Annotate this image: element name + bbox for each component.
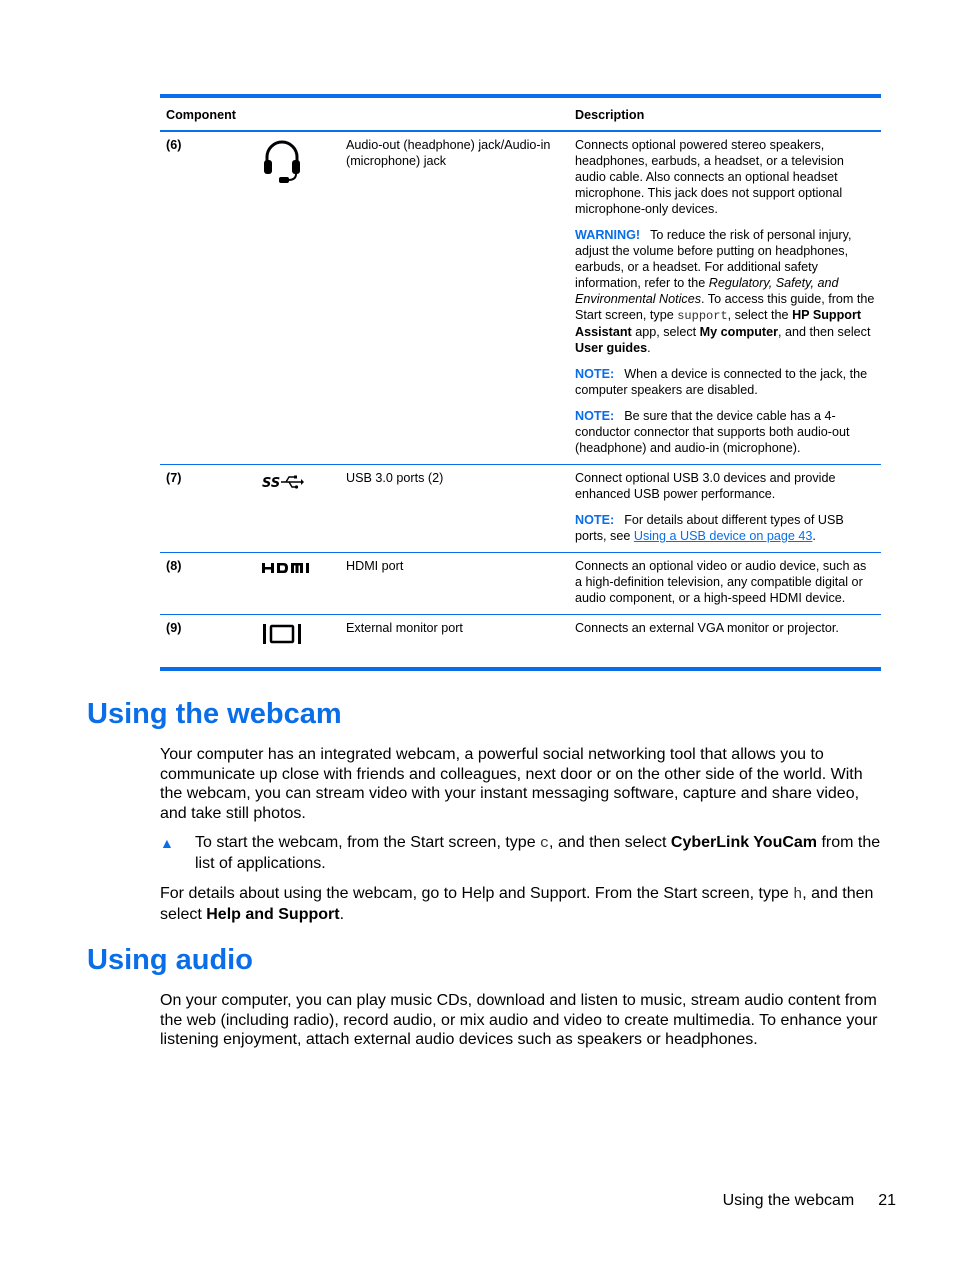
table-row xyxy=(160,615,881,670)
note-label: NOTE: xyxy=(575,513,615,527)
description-text: Connect optional USB 3.0 devices and provide enhanced USB power performance. xyxy=(575,471,836,501)
description-text: Connects optional powered stereo speakers, headphones, earbuds, a headset, or a television audio cable. Also connects an optional headset microphone. This jack does not support optional microphone-only devices. xyxy=(575,138,844,216)
warning-label: WARNING! xyxy=(575,228,641,242)
component-description xyxy=(569,553,881,615)
webcam-help-paragraph: For details about using the webcam, go to Help and Support. From the Start screen, type h, and then select Help and Support. xyxy=(160,885,874,923)
svg-text:SS: SS xyxy=(262,476,281,491)
note-block: NOTE: When a device is connected to the jack, the computer speakers are disabled. xyxy=(575,367,868,397)
row-number: (9) xyxy=(166,621,182,635)
description-text: Connects an external VGA monitor or projector. xyxy=(575,621,839,635)
app-name: CyberLink YouCam xyxy=(670,834,818,851)
typed-command: h xyxy=(793,886,803,903)
page-number: 21 xyxy=(878,1192,896,1209)
headset-icon xyxy=(262,140,302,184)
webcam-intro-paragraph: Your computer has an integrated webcam, a powerful social networking tool that allows you to communicate up close with friends and colleagues, next door or on the other side of the world. With the webcam, you can stream video with your instant messaging software, capture and share video, and take still photos. xyxy=(160,746,863,822)
header-description: Description xyxy=(569,96,881,131)
note-label: NOTE: xyxy=(575,409,615,423)
table-row xyxy=(160,465,881,553)
table-row xyxy=(160,131,881,465)
footer-section-title: Using the webcam xyxy=(722,1192,855,1209)
hdmi-icon xyxy=(262,561,318,575)
usb-superspeed-icon xyxy=(262,473,304,491)
component-name: Audio-out (headphone) jack/Audio-in (microphone) jack xyxy=(340,131,569,465)
note-block: NOTE: Be sure that the device cable has a 4-conductor connector that supports both audio-out (headphone) and audio-in (microphone). xyxy=(575,409,850,455)
component-name: HDMI port xyxy=(340,553,569,615)
header-component: Component xyxy=(160,96,569,131)
page-footer xyxy=(723,1192,896,1210)
row-number: (7) xyxy=(160,465,256,553)
audio-paragraph: On your computer, you can play music CDs, download and listen to music, stream audio content from the web (including radio), record audio, or mix audio and video to create multimedia. To enhance your listening enjoyment, attach external audio devices such as speakers or headphones. xyxy=(160,992,878,1048)
component-name: External monitor port xyxy=(346,621,463,635)
step-text: To start the webcam, from the Start screen, type c, and then select CyberLink YouCam from the list of applications. xyxy=(195,834,881,872)
row-number: (6) xyxy=(160,131,256,465)
warning-block: WARNING! To reduce the risk of personal injury, adjust the volume before putting on headphones, earbuds, or a headset. For additional safety information, refer to the Regulatory, Safety, and Environmental Notices. To access this guide, from the Start screen, type support, select the HP Support Assistant app, select My computer, and then select User guides. xyxy=(575,228,875,355)
component-description xyxy=(569,615,881,670)
triangle-bullet-icon: ▲ xyxy=(160,835,174,851)
webcam-heading: Using the webcam xyxy=(87,698,342,730)
vga-monitor-icon xyxy=(262,623,302,645)
component-description xyxy=(569,465,881,553)
component-name: USB 3.0 ports (2) xyxy=(340,465,569,553)
typed-command: c xyxy=(540,835,550,852)
typed-command: support xyxy=(677,309,728,323)
guide-title: Regulatory, Safety, and Environmental Notices xyxy=(575,276,839,306)
webcam-start-step xyxy=(160,833,884,873)
component-description xyxy=(569,131,881,465)
table-row xyxy=(160,553,881,615)
usb-device-link[interactable]: Using a USB device on page 43 xyxy=(633,529,813,543)
note-block: NOTE: For details about different types of USB ports, see Using a USB device on page 43. xyxy=(575,513,844,543)
note-label: NOTE: xyxy=(575,367,615,381)
row-number: (8) xyxy=(160,553,256,615)
table-header-row xyxy=(160,96,881,131)
components-table xyxy=(160,94,881,671)
audio-heading: Using audio xyxy=(87,944,253,976)
description-text: Connects an optional video or audio device, such as a high-definition television, any compatible digital or audio component, or a high-speed HDMI device. xyxy=(575,559,867,605)
